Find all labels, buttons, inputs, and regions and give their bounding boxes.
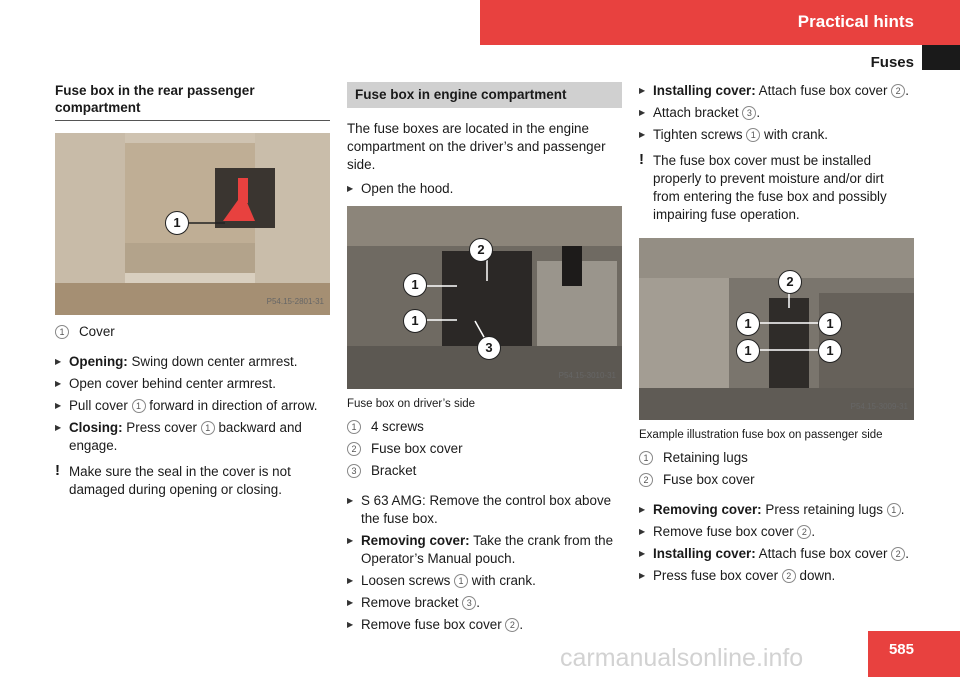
step-remove-cover: ▶ Remove fuse box cover 2 .	[347, 616, 622, 634]
watermark: carmanualsonline.info	[560, 644, 804, 672]
step-removing-cover: ▶ Removing cover: Take the crank from the Operator’s Manual pouch.	[347, 532, 622, 568]
photo-callout: 1	[818, 339, 842, 363]
photo-code: P54.15-2801-31	[266, 297, 324, 306]
step-attach-bracket: ▶ Attach bracket 3 .	[639, 104, 914, 122]
intro-text: The fuse boxes are located in the engine compartment on the driver’s and passenger side.	[347, 121, 606, 172]
step-installing-cover: ▶ Installing cover: Attach fuse box cover 2 .	[639, 82, 914, 100]
warning-icon: !	[639, 151, 644, 168]
page-number-box	[868, 631, 960, 677]
photo-callout: 1	[736, 339, 760, 363]
column-engine-fuse-box	[347, 82, 622, 638]
engine-fuse-box-heading: Fuse box in engine compartment	[347, 82, 622, 108]
rear-compartment-photo	[55, 133, 330, 315]
rear-fuse-box-heading: Fuse box in the rear passenger compartment	[55, 82, 330, 121]
photo-callout: 1	[403, 273, 427, 297]
header-banner	[480, 0, 960, 45]
photo-callout: 1	[403, 309, 427, 333]
warning-note: ! Make sure the seal in the cover is not damaged during opening or closing.	[55, 462, 291, 497]
step-remove-cover: ▶ Remove fuse box cover 2 .	[639, 523, 914, 541]
step-pull-cover: ▶ Pull cover 1 forward in direction of arrow.	[55, 397, 330, 415]
photo-callout: 1	[818, 312, 842, 336]
driver-side-photo	[347, 206, 622, 389]
passenger-side-photo	[639, 238, 914, 420]
photo-code: P54.15-3009-31	[850, 402, 908, 411]
step-remove-control-box: ▶ S 63 AMG: Remove the control box above the fuse box.	[347, 492, 622, 528]
header-tab-marker	[922, 45, 960, 70]
step-open-cover: ▶ Open cover behind center armrest.	[55, 375, 330, 393]
step-closing: ▶ Closing: Press cover 1 backward and engage.	[55, 419, 330, 455]
subsection-title: Fuses	[870, 54, 914, 71]
page-number: 585	[888, 641, 914, 658]
photo-caption: Example illustration fuse box on passenger side	[639, 429, 883, 441]
step-remove-bracket: ▶ Remove bracket 3 .	[347, 594, 622, 612]
warning-icon: !	[55, 462, 60, 479]
step-tighten-screws: ▶ Tighten screws 1 with crank.	[639, 126, 914, 144]
legend-item: 2 Fuse box cover	[639, 471, 914, 489]
step-installing-cover: ▶ Installing cover: Attach fuse box cover 2 .	[639, 545, 914, 563]
legend-item: 3 Bracket	[347, 462, 622, 480]
legend-text: Cover	[79, 324, 115, 339]
legend-number: 1	[55, 325, 69, 339]
legend-item: 1 Retaining lugs	[639, 449, 914, 467]
section-title: Practical hints	[797, 12, 914, 31]
photo-callout: 1	[736, 312, 760, 336]
step-loosen-screws: ▶ Loosen screws 1 with crank.	[347, 572, 622, 590]
photo-caption: Fuse box on driver’s side	[347, 398, 476, 410]
photo-callout: 3	[477, 336, 501, 360]
photo-callout: 1	[165, 211, 189, 235]
legend-item: 1 4 screws	[347, 418, 622, 436]
column-passenger-fuse-box	[639, 82, 914, 589]
photo-callout: 2	[469, 238, 493, 262]
step-open-hood: ▶ Open the hood.	[347, 180, 622, 198]
legend-item: 2 Fuse box cover	[347, 440, 622, 458]
column-rear-fuse-box	[55, 82, 330, 507]
photo-callout: 2	[778, 270, 802, 294]
step-press-cover: ▶ Press fuse box cover 2 down.	[639, 567, 914, 585]
step-opening: ▶ Opening: Swing down center armrest.	[55, 353, 330, 371]
warning-note: ! The fuse box cover must be installed properly to prevent moisture and/or dirt from entering the fuse box and possibly impairing fuse operation.	[639, 151, 887, 222]
legend-item	[55, 323, 330, 341]
photo-code: P54.15-3010-31	[558, 371, 616, 380]
step-removing-cover: ▶ Removing cover: Press retaining lugs 1 .	[639, 501, 914, 519]
